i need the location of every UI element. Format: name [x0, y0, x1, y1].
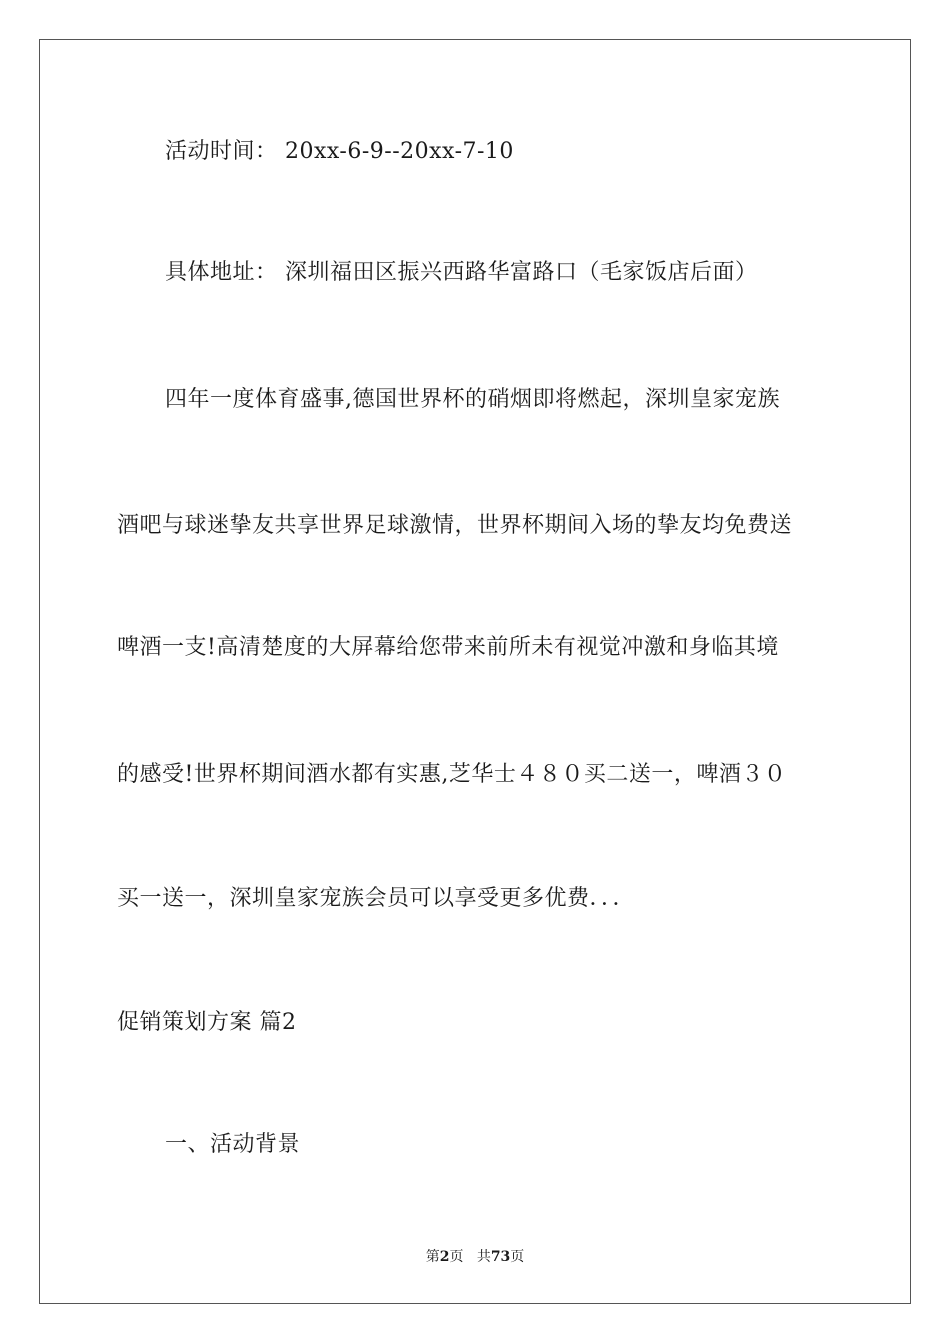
- paragraph-line-1: 四年一度体育盛事,德国世界杯的硝烟即将燃起，深圳皇家宠族: [165, 387, 780, 412]
- address-line: 具体地址： 深圳福田区振兴西路华富路口（毛家饭店后面）: [165, 260, 758, 285]
- paragraph-line-2: 酒吧与球迷挚友共享世界足球激情，世界杯期间入场的挚友均免费送: [117, 513, 793, 538]
- activity-time-line: 活动时间： 20xx-6-9--20xx-7-10: [165, 139, 514, 164]
- subsection-heading: 一、活动背景: [165, 1132, 301, 1157]
- paragraph-line-3: 啤酒一支!高清楚度的大屏幕给您带来前所未有视觉冲激和身临其境: [117, 635, 779, 660]
- section-heading: 促销策划方案 篇2: [117, 1010, 297, 1035]
- footer-total-unit: 页: [510, 1249, 525, 1265]
- footer-total-prefix: 共: [476, 1249, 491, 1265]
- page-border: [39, 39, 911, 1304]
- footer-page-unit: 页: [449, 1249, 464, 1265]
- paragraph-line-5: 买一送一，深圳皇家宠族会员可以享受更多优费．．．: [117, 886, 636, 911]
- footer-prefix: 第: [425, 1249, 440, 1265]
- footer-page-number: 2: [439, 1249, 450, 1265]
- footer-total-pages: 73: [490, 1249, 511, 1265]
- paragraph-line-4: 的感受!世界杯期间酒水都有实惠,芝华士４８０买二送一，啤酒３０: [117, 762, 787, 787]
- page-footer: [0, 1247, 950, 1267]
